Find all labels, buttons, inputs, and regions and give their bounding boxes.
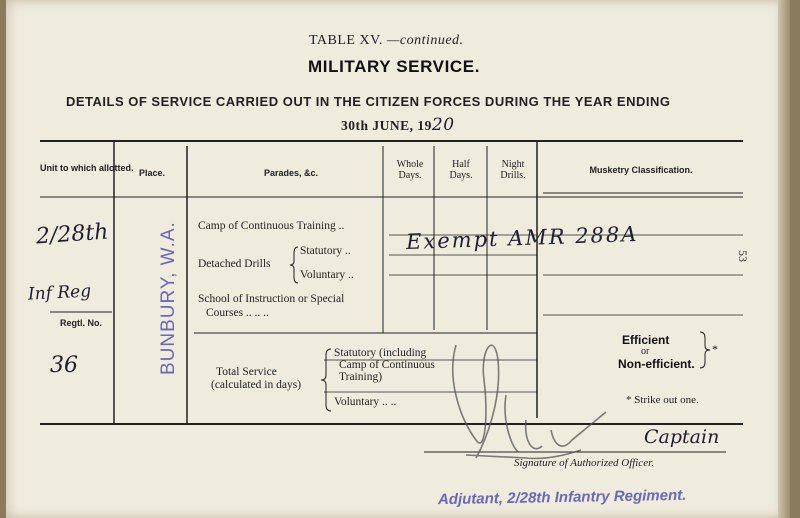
- handwritten-year: 20: [431, 115, 455, 135]
- subtitle: DETAILS OF SERVICE CARRIED OUT IN THE CITIZEN FORCES DURING THE YEAR ENDING: [66, 94, 671, 109]
- book-spine: [778, 0, 790, 518]
- table-label: TABLE XV. —continued.: [309, 33, 464, 48]
- regtl-no-label: Regtl. No.: [60, 318, 102, 328]
- exempt-note: Exempt AMR 288A: [405, 221, 639, 255]
- total-statutory-3: Training): [339, 371, 383, 383]
- asterisk: *: [712, 342, 718, 356]
- row-statutory: Statutory ..: [300, 245, 351, 257]
- strike-out-note: * Strike out one.: [626, 394, 699, 406]
- unit-abbrev: Inf Reg: [27, 281, 92, 305]
- col-whole-days-header: Whole Days.: [396, 159, 424, 181]
- row-school-line1: School of Instruction or Special: [198, 293, 345, 305]
- efficient-label: Efficient: [622, 333, 670, 347]
- adjutant-stamp: Adjutant, 2/28th Infantry Regiment.: [437, 486, 687, 509]
- col-half-days-header: Half Days.: [449, 159, 473, 181]
- or-label: or: [641, 346, 650, 357]
- page-number: 53: [736, 250, 750, 262]
- document-page: [6, 0, 790, 518]
- total-label-2: (calculated in days): [211, 379, 302, 391]
- row-camp: Camp of Continuous Training ..: [198, 220, 345, 232]
- total-label-1: Total Service: [216, 366, 277, 378]
- regtl-no-value: 36: [50, 353, 78, 378]
- page-title: MILITARY SERVICE.: [308, 57, 481, 76]
- non-efficient-label: Non-efficient.: [618, 357, 695, 371]
- col-musketry-header: Musketry Classification.: [589, 165, 693, 175]
- row-voluntary: Voluntary ..: [300, 269, 354, 281]
- row-detached-drills: Detached Drills: [198, 258, 271, 270]
- place-stamp: BUNBURY, W.A.: [158, 221, 179, 375]
- total-voluntary: Voluntary .. ..: [334, 396, 397, 408]
- total-statutory-2: Camp of Continuous: [339, 359, 435, 371]
- col-unit-header: Unit to which allotted.: [40, 163, 134, 173]
- signature-rank: Captain: [644, 426, 720, 448]
- row-school-line2: Courses .. .. ..: [206, 307, 269, 319]
- unit-value: 2/28th: [35, 219, 110, 250]
- signature-caption: Signature of Authorized Officer.: [514, 457, 654, 469]
- year-ending: 30th JUNE, 1920: [341, 115, 455, 135]
- col-night-drills-header: Night Drills.: [500, 159, 526, 181]
- col-parades-header: Parades, &c.: [263, 168, 319, 178]
- total-statutory-1: Statutory (including: [334, 347, 427, 359]
- col-place-header: Place.: [138, 168, 166, 178]
